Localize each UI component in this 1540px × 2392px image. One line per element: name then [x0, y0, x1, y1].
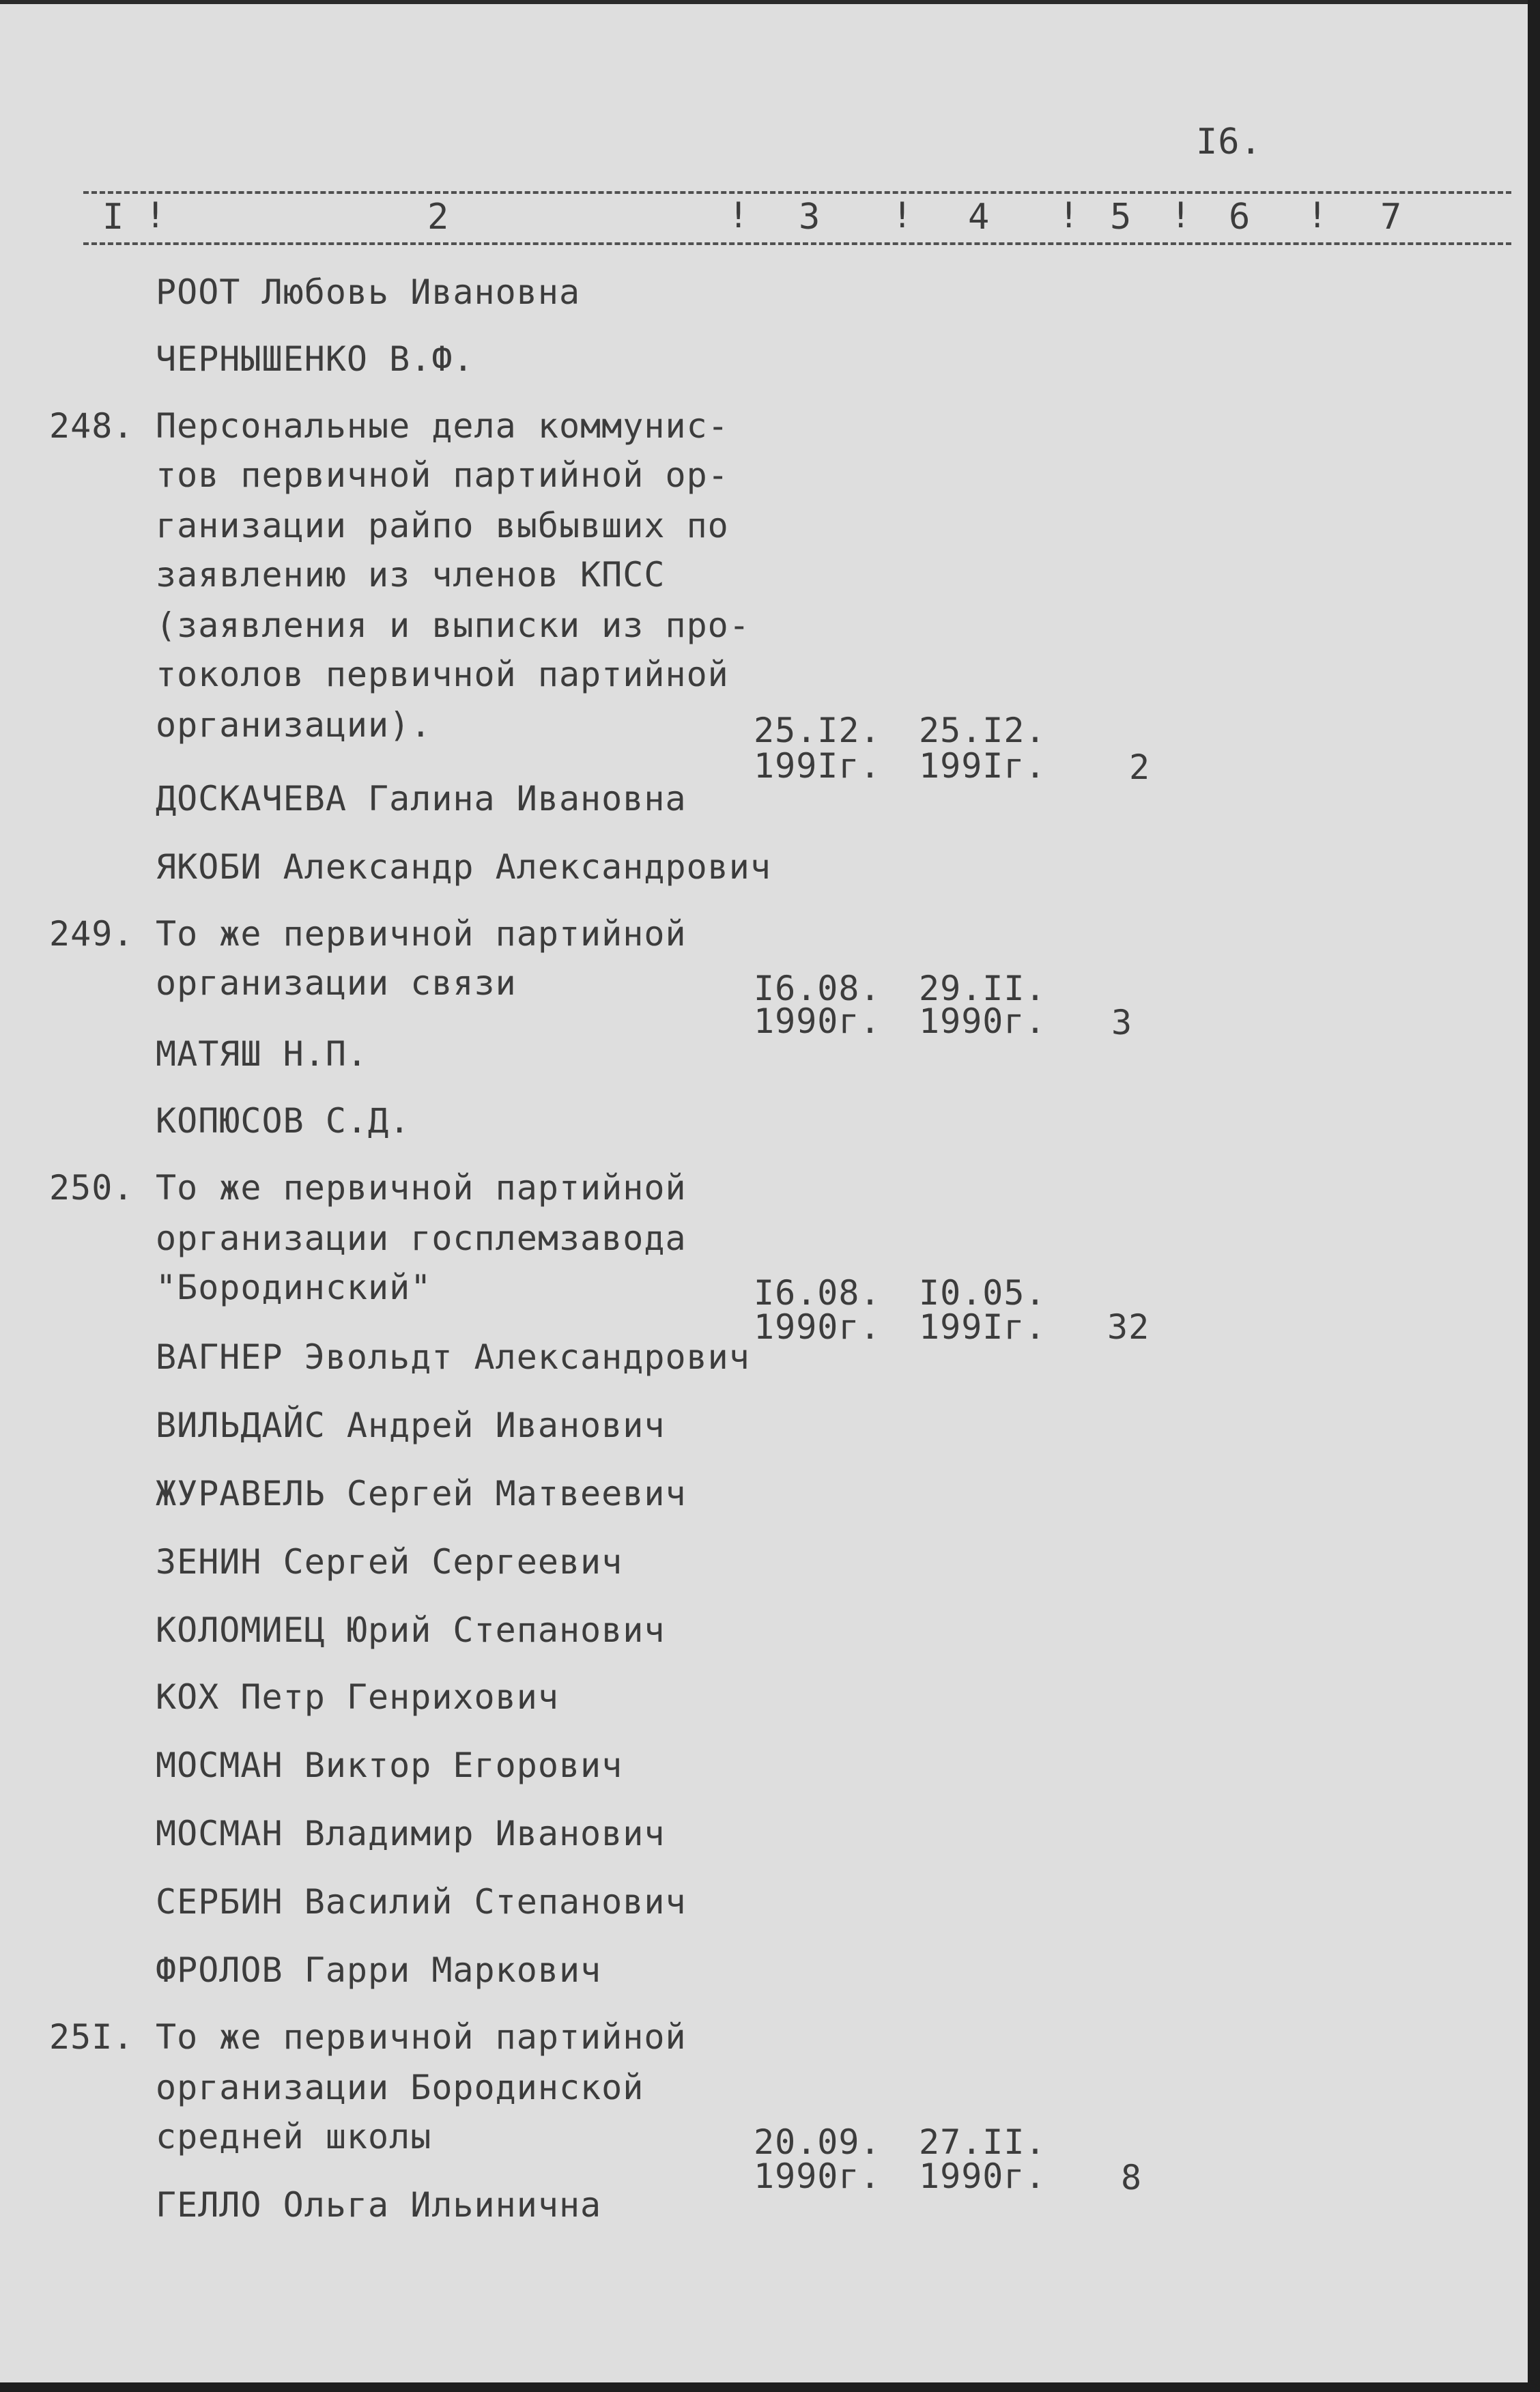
- entry-title-line: организации).: [156, 705, 432, 745]
- entry-title-line: То же первичной партийной: [156, 1168, 687, 1208]
- page-number: I6.: [1196, 122, 1262, 162]
- document-count: 32: [1107, 1307, 1150, 1347]
- header-column-2: 2: [427, 197, 449, 238]
- scan-edge-top: [0, 0, 1540, 4]
- name-line: ГЕЛЛО Ольга Ильинична: [156, 2185, 602, 2225]
- header-separator: !: [1307, 195, 1328, 236]
- entry-number: 25I.: [49, 2017, 134, 2057]
- start-year: 1990г.: [754, 2156, 881, 2196]
- header-separator: !: [728, 195, 750, 236]
- end-year: 1990г.: [919, 2156, 1046, 2196]
- name-line: ВИЛЬДАЙС Андрей Иванович: [156, 1406, 666, 1445]
- end-date: I0.05.: [919, 1273, 1046, 1313]
- entry-title-line: "Бородинский": [156, 1268, 432, 1307]
- header-separator: !: [892, 195, 913, 236]
- name-line: МОСМАН Владимир Иванович: [156, 1814, 666, 1853]
- scan-edge-right: [1528, 0, 1540, 2392]
- entry-title-line: средней школы: [156, 2117, 432, 2156]
- entry-title-line: организации связи: [156, 963, 517, 1003]
- entry-title-line: токолов первичной партийной: [156, 655, 729, 694]
- start-year: 1990г.: [754, 1307, 881, 1347]
- name-line: ЯКОБИ Александр Александрович: [156, 847, 771, 887]
- entry-title-line: тов первичной партийной ор-: [156, 455, 729, 495]
- header-column-7: 7: [1380, 197, 1402, 238]
- name-line: МОСМАН Виктор Егорович: [156, 1746, 623, 1785]
- name-line: ЖУРАВЕЛЬ Сергей Матвеевич: [156, 1474, 687, 1513]
- name-line: КОПЮСОВ С.Д.: [156, 1101, 411, 1141]
- start-year: 199Iг.: [754, 746, 881, 786]
- start-year: 1990г.: [754, 1001, 881, 1041]
- start-date: 25.I2.: [754, 711, 881, 750]
- entry-title-line: ганизации райпо выбывших по: [156, 506, 729, 545]
- entry-title-line: Персональные дела коммунис-: [156, 406, 729, 446]
- name-line: СЕРБИН Василий Степанович: [156, 1882, 687, 1922]
- entry-number: 250.: [49, 1168, 134, 1208]
- header-column-5: 5: [1110, 197, 1132, 238]
- entry-title-line: То же первичной партийной: [156, 914, 687, 954]
- document-count: 2: [1129, 748, 1151, 787]
- name-line: РООТ Любовь Ивановна: [156, 272, 581, 312]
- start-date: 20.09.: [754, 2122, 881, 2162]
- end-date: 25.I2.: [919, 711, 1046, 750]
- entry-number: 248.: [49, 406, 134, 446]
- header-separator: !: [145, 195, 167, 236]
- end-year: 1990г.: [919, 1001, 1046, 1041]
- entry-title-line: заявлению из членов КПСС: [156, 555, 666, 595]
- end-date: 29.II.: [919, 969, 1046, 1008]
- document-count: 3: [1111, 1003, 1133, 1042]
- end-year: 199Iг.: [919, 1307, 1046, 1347]
- end-year: 199Iг.: [919, 746, 1046, 786]
- header-column-1: I: [102, 197, 124, 238]
- entry-title-line: организации Бородинской: [156, 2068, 644, 2107]
- header-separator: !: [1058, 195, 1080, 236]
- start-date: I6.08.: [754, 969, 881, 1008]
- header-rule-top: [83, 191, 1511, 194]
- document-count: 8: [1121, 2158, 1143, 2197]
- start-date: I6.08.: [754, 1273, 881, 1313]
- name-line: КОЛОМИЕЦ Юрий Степанович: [156, 1610, 666, 1650]
- entry-title-line: (заявления и выписки из про-: [156, 606, 750, 645]
- name-line: МАТЯШ Н.П.: [156, 1034, 369, 1074]
- header-column-4: 4: [968, 197, 990, 238]
- header-rule-bottom: [83, 242, 1511, 245]
- name-line: КОХ Петр Генрихович: [156, 1677, 559, 1717]
- name-line: ВАГНЕР Эвольдт Александрович: [156, 1337, 750, 1377]
- scan-edge-bottom: [0, 2382, 1540, 2392]
- header-separator: !: [1170, 195, 1192, 236]
- header-column-3: 3: [799, 197, 821, 238]
- entry-title-line: организации госплемзавода: [156, 1219, 687, 1258]
- entry-number: 249.: [49, 914, 134, 954]
- name-line: ЗЕНИН Сергей Сергеевич: [156, 1542, 623, 1582]
- entry-title-line: То же первичной партийной: [156, 2017, 687, 2057]
- name-line: ЧЕРНЫШЕНКО В.Ф.: [156, 339, 474, 379]
- header-column-6: 6: [1229, 197, 1251, 238]
- end-date: 27.II.: [919, 2122, 1046, 2162]
- name-line: ФРОЛОВ Гарри Маркович: [156, 1950, 602, 1990]
- name-line: ДОСКАЧЕВА Галина Ивановна: [156, 779, 687, 818]
